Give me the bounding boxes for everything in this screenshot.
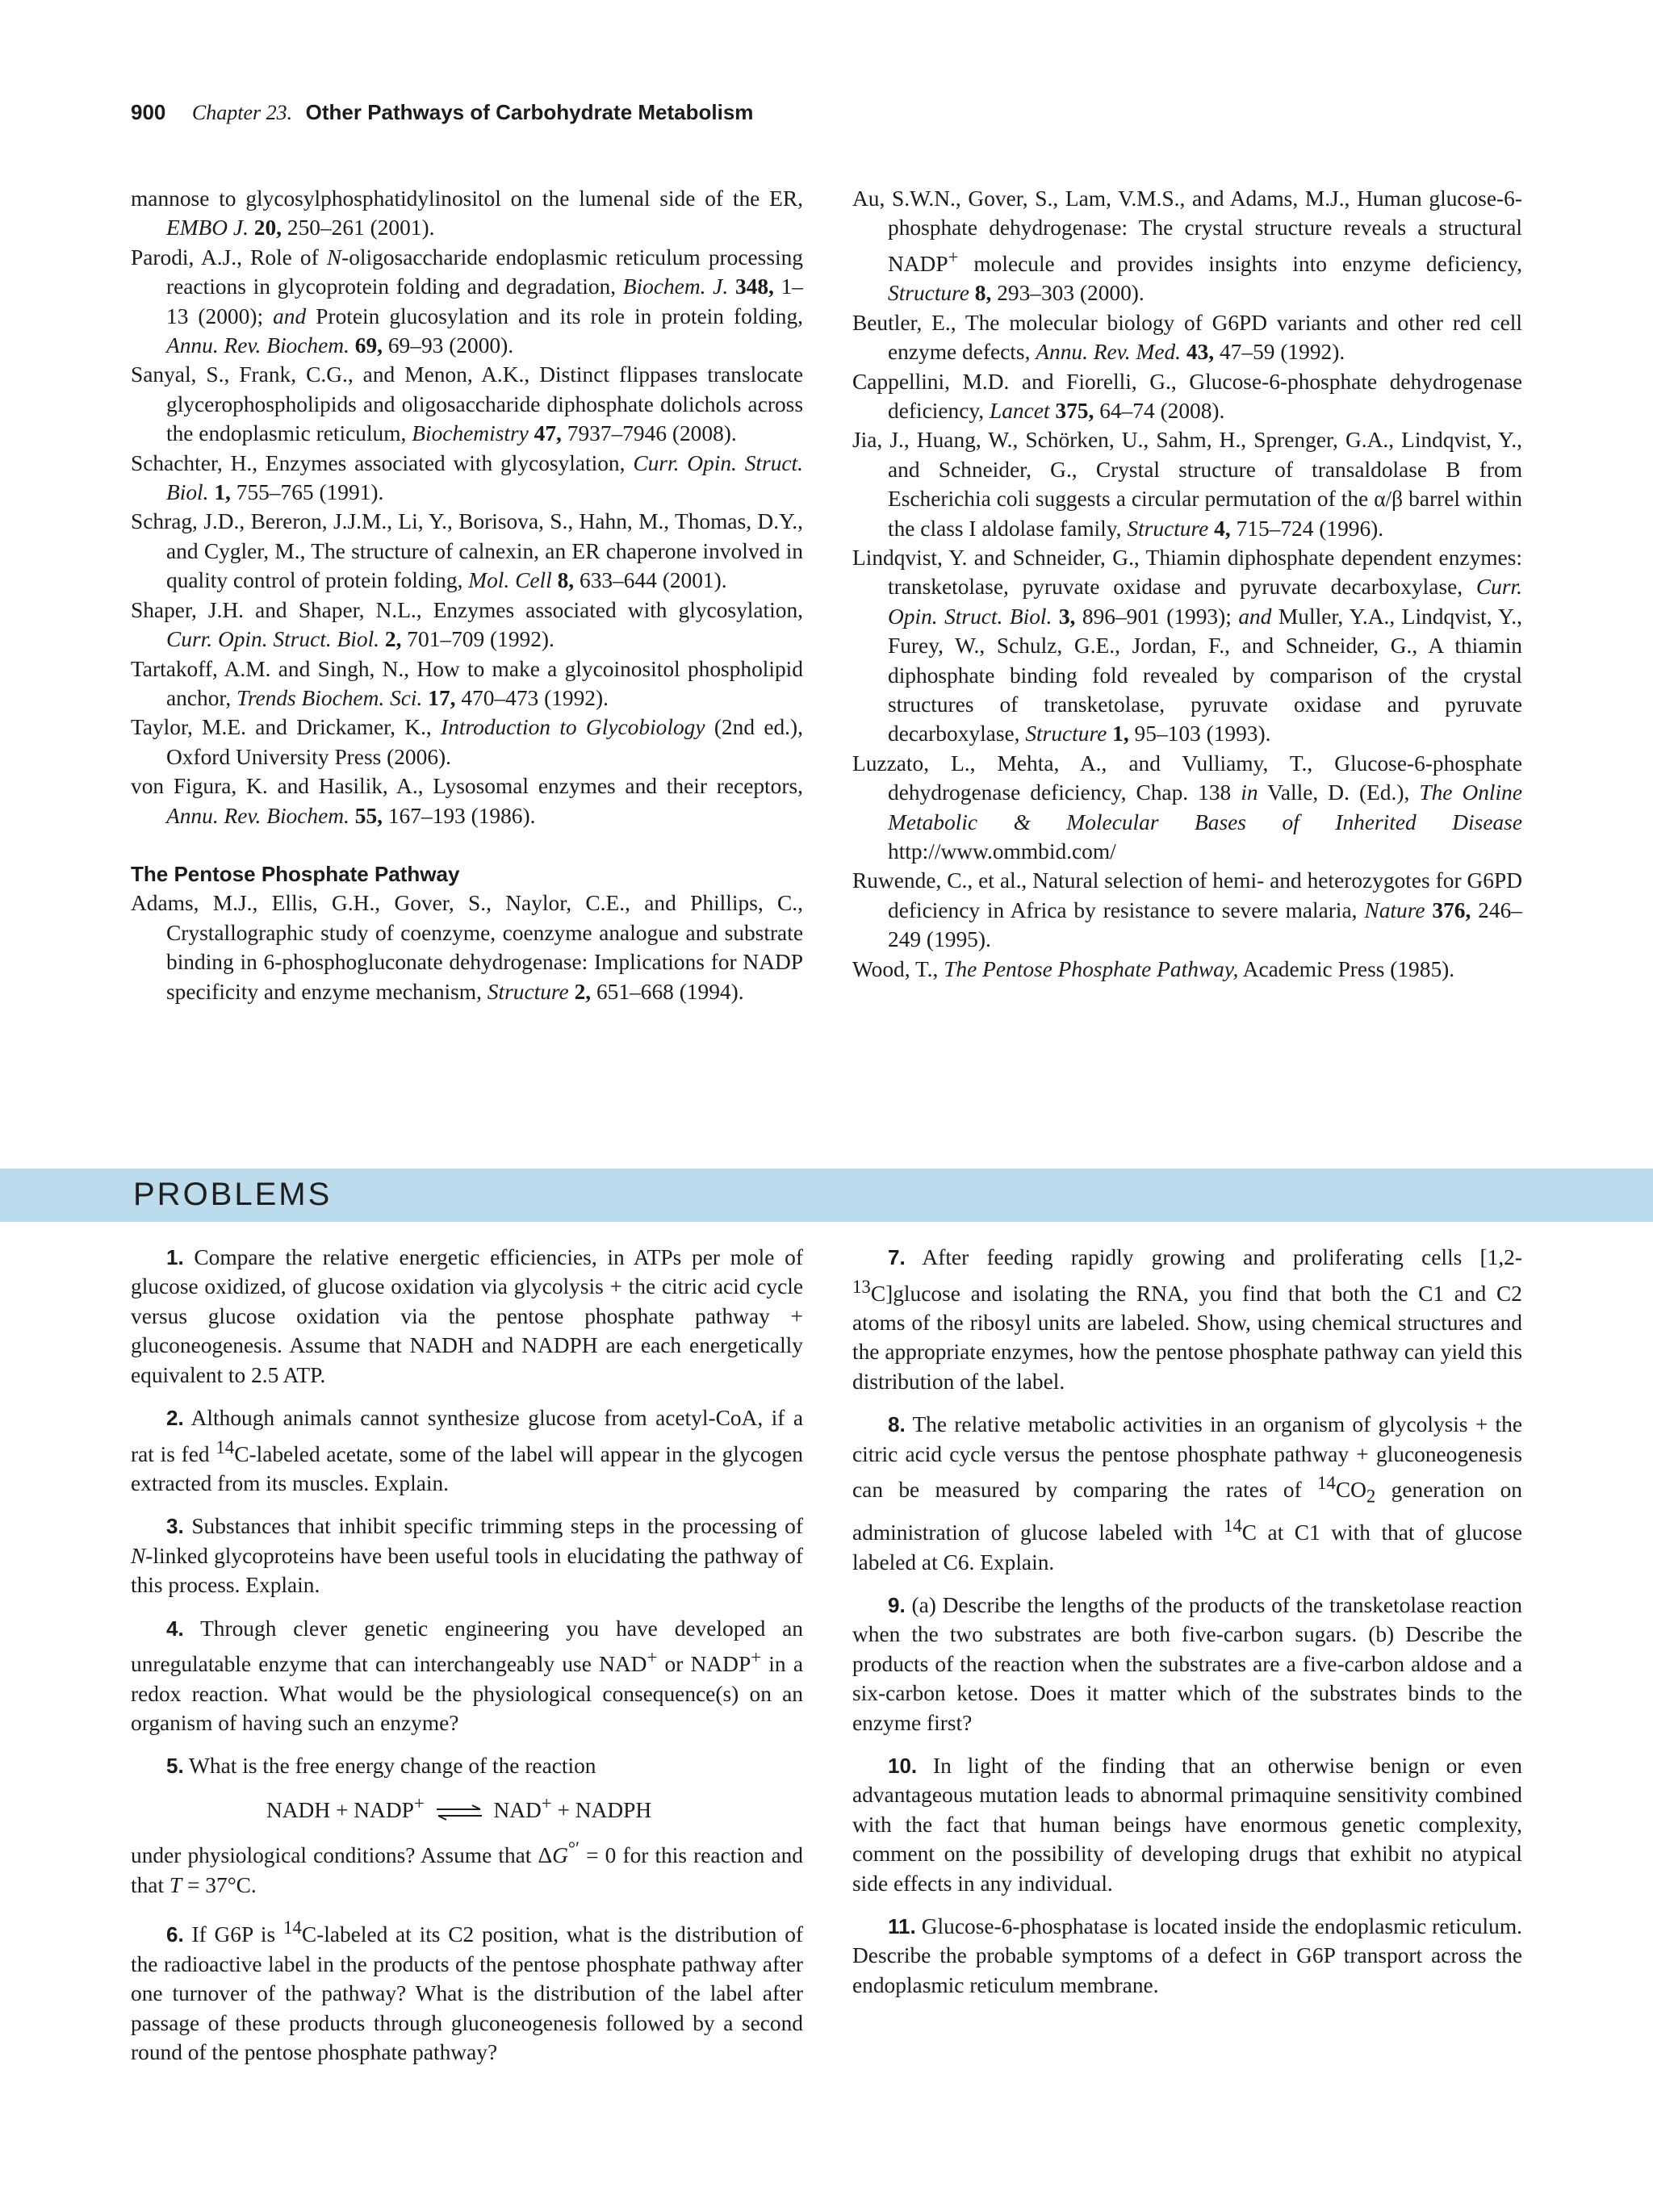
reference-entry: Beutler, E., The molecular biology of G6PD variants and other red cell enzyme defects, Annu. Rev. Med. 43, 47–59 (1992). <box>852 310 1522 365</box>
reference-entry: von Figura, K. and Hasilik, A., Lysosomal enzymes and their receptors, Annu. Rev. Biochem. 55, 167–193 (1986). <box>131 774 803 828</box>
problem-8 <box>852 1410 1522 1577</box>
references-list-left <box>131 184 803 830</box>
reference-entry: Tartakoff, A.M. and Singh, N., How to make a glycoinositol phospholipid anchor, Trends Biochem. Sci. 17, 470–473 (1992). <box>131 656 803 710</box>
reference-entry: Adams, M.J., Ellis, G.H., Gover, S., Naylor, C.E., and Phillips, C., Crystallographic study of coenzyme, coenzyme analogue and substrate binding in 6-phosphogluconate dehydrogenase: Implications for NADP specificity and enzyme mechanism, Structure 2, 651–668 (1994). <box>131 891 803 1004</box>
page-number: 900 <box>131 100 166 124</box>
problem-number: 7. <box>888 1245 906 1269</box>
problem-number: 11. <box>888 1913 916 1938</box>
problem-text: In light of the finding that an otherwise benign or even advantageous mutation leads to abnormal primaquine sensitivity combined with the fact that human beings have enormous genetic complexity, comment on the possibility of developing drugs that exhibit no atypical side effects in any individual. <box>852 1753 1522 1896</box>
problem-number: 4. <box>166 1616 184 1641</box>
problem-text: Substances that inhibit specific trimming steps in the processing of N-linked glycoproteins have been useful tools in elucidating the pathway of this process. Explain. <box>131 1514 803 1598</box>
problem-text: What is the free energy change of the reaction <box>189 1754 596 1779</box>
problem-text: If G6P is $^{14}$C-labeled at its C2 position, what is the distribution of the radioactive label in the products of the pentose phosphate pathway after one turnover of the pathway? What is the distribution of the label after passage of these products through gluconeogenesis followed by a second round of the pentose phosphate pathway? <box>131 1917 804 2064</box>
equilibrium-arrow-icon <box>435 1804 483 1821</box>
problem-text: After feeding rapidly growing and proliferating cells [1,2-$^{13}$C]glucose and isolating the RNA, you find that both the C1 and C2 atoms of the ribosyl units are labeled. Show, using chemical structures and the appropriate enzymes, how the pentose phosphate pathway can yield this distribution of the label. <box>852 1245 1522 1394</box>
reference-entry: Cappellini, M.D. and Fiorelli, G., Glucose-6-phosphate dehydrogenase deficiency, Lancet 375, 64–74 (2008). <box>852 369 1522 423</box>
reference-entry: Taylor, M.E. and Drickamer, K., Introduction to Glycobiology (2nd ed.), Oxford University Press (2006). <box>131 715 804 769</box>
problem-text: Although animals cannot synthesize glucose from acetyl-CoA, if a rat is fed $^{14}$C-labeled acetate, some of the label will appear in the glycogen extracted from its muscles. Explain. <box>131 1406 803 1495</box>
equation-right: NAD+ + NADPH <box>493 1792 652 1822</box>
problems-left-column <box>131 1243 803 2080</box>
problem-text: Glucose-6-phosphatase is located inside the endoplasmic reticulum. Describe the probable symptoms of a defect in G6P transport across the endoplasmic reticulum membrane. <box>852 1913 1522 1997</box>
running-head <box>131 100 753 125</box>
problem-number: 2. <box>166 1406 184 1431</box>
problem-number: 6. <box>166 1922 184 1947</box>
problem-7 <box>852 1243 1522 1396</box>
problem-6 <box>131 1913 803 2067</box>
references-list-right <box>852 184 1522 984</box>
pentose-section-heading: The Pentose Phosphate Pathway <box>131 861 460 886</box>
problem-1 <box>131 1243 803 1390</box>
problems-right-column <box>852 1243 1522 2013</box>
problem-5 <box>131 1751 803 1900</box>
chapter-title: Other Pathways of Carbohydrate Metabolism <box>305 100 754 124</box>
problem-number: 8. <box>888 1412 906 1437</box>
reference-entry: Wood, T., The Pentose Phosphate Pathway, Academic Press (1985). <box>852 956 1455 981</box>
problems-list-left <box>131 1243 803 1737</box>
reference-entry: Schrag, J.D., Bereron, J.J.M., Li, Y., Borisova, S., Hahn, M., Thomas, D.Y., and Cygler, M., The structure of calnexin, an ER chaperone involved in quality control of protein folding, Mol. Cell 8, 633–644 (2001). <box>131 509 803 593</box>
equation-left: NADH + NADP+ <box>266 1792 425 1822</box>
reaction-equation <box>231 1789 803 1825</box>
problem-2 <box>131 1403 803 1498</box>
reference-entry: Shaper, J.H. and Shaper, N.L., Enzymes associated with glycosylation, Curr. Opin. Struct. Biol. 2, 701–709 (1992). <box>131 597 803 652</box>
reference-entry: Sanyal, S., Frank, C.G., and Menon, A.K., Distinct flippases translocate glycerophospholipids and oligosaccharide diphosphate dolichols across the endoplasmic reticulum, Biochemistry 47, 7937–7946 (2008). <box>131 362 803 446</box>
problems-list-right <box>852 1243 1522 2000</box>
problem-text: Compare the relative energetic efficiencies, in ATPs per mole of glucose oxidized, of glucose oxidation via glycolysis + the citric acid cycle versus glucose oxidation via the pentose phosphate pathway + gluconeogenesis. Assume that NADH and NADPH are each energetically equivalent to 2.5 ATP. <box>131 1245 803 1387</box>
problem-4 <box>131 1614 803 1738</box>
problem-9 <box>852 1591 1522 1737</box>
problem-11 <box>852 1912 1522 2000</box>
reference-entry: Parodi, A.J., Role of N-oligosaccharide endoplasmic reticulum processing reactions in glycoprotein folding and degradation, Biochem. J. 348, 1–13 (2000); and Protein glucosylation and its role in protein folding, Annu. Rev. Biochem. 69, 69–93 (2000). <box>131 245 803 358</box>
reference-entry: Au, S.W.N., Gover, S., Lam, V.M.S., and Adams, M.J., Human glucose-6-phosphate dehydrogenase: The crystal structure reveals a structural NADP+ molecule and provides insights into enzyme deficiency, Structure 8, 293–303 (2000). <box>852 186 1522 306</box>
problem-number: 9. <box>888 1592 906 1617</box>
problem-10 <box>852 1751 1522 1898</box>
problem-number: 10. <box>888 1753 918 1778</box>
problem-number: 1. <box>166 1245 184 1269</box>
problems-banner <box>0 1169 1653 1222</box>
problems-title: PROBLEMS <box>133 1177 333 1212</box>
reference-entry: mannose to glycosylphosphatidylinositol on the lumenal side of the ER, EMBO J. 20, 250–261 (2001). <box>131 186 803 240</box>
problem-number: 5. <box>166 1754 184 1779</box>
problem-text: Through clever genetic engineering you have developed an unregulatable enzyme that can interchangeably use NAD+ or NADP+ in a redox reaction. What would be the physiological consequence(s) on an organism of having such an enzyme? <box>131 1616 803 1735</box>
reference-entry: Jia, J., Huang, W., Schörken, U., Sahm, H., Sprenger, G.A., Lindqvist, Y., and Schneider, G., Crystal structure of transaldolase B from Escherichia coli suggests a circular permutation of the α/β barrel within the class I aldolase family, Structure 4, 715–724 (1996). <box>852 428 1522 541</box>
problem-text: The relative metabolic activities in an organism of glycolysis + the citric acid cycle versus the pentose phosphate pathway + gluconeogenesis can be measured by comparing the rates of $^{14}CO_2$ generation on administration of glucose labeled with $^{14}$C at C1 with that of glucose labeled at C6. Explain. <box>852 1412 1522 1574</box>
references-right-column <box>852 184 1522 984</box>
problem-number: 3. <box>166 1514 184 1539</box>
references-left-column <box>131 184 803 1006</box>
problem-5-continuation: under physiological conditions? Assume that ΔG°′ = 0 for this reaction and that T = 37°C. <box>131 1838 803 1897</box>
reference-entry: Luzzato, L., Mehta, A., and Vulliamy, T., Glucose-6-phosphate dehydrogenase deficiency, Chap. 138 in Valle, D. (Ed.), The Online Metabolic & Molecular Bases of Inherited Disease http://www.ommbid.com/ <box>852 751 1523 864</box>
reference-entry: Schachter, H., Enzymes associated with glycosylation, Curr. Opin. Struct. Biol. 1, 755–765 (1991). <box>131 450 803 505</box>
chapter-label: Chapter 23. <box>191 101 293 124</box>
reference-entry: Ruwende, C., et al., Natural selection of hemi- and heterozygotes for G6PD deficiency in Africa by resistance to severe malaria, Nature 376, 246–249 (1995). <box>852 868 1522 952</box>
problem-text: (a) Describe the lengths of the products of the transketolase reaction when the two substrates are both five-carbon sugars. (b) Describe the products of the reaction when the substrates are a five-carbon aldose and a six-carbon ketose. Does it matter which of the substrates binds to the enzyme first? <box>852 1592 1522 1735</box>
reference-entry: Lindqvist, Y. and Schneider, G., Thiamin diphosphate dependent enzymes: transketolase, pyruvate oxidase and pyruvate decarboxylase, Curr. Opin. Struct. Biol. 3, 896–901 (1993); and Muller, Y.A., Lindqvist, Y., Furey, W., Schulz, G.E., Jordan, F., and Schneider, G., A thiamin diphosphate binding fold revealed by comparison of the crystal structures of transketolase, pyruvate oxidase and pyruvate decarboxylase, Structure 1, 95–103 (1993). <box>852 546 1522 746</box>
problem-3 <box>131 1512 803 1599</box>
pentose-references-left <box>131 889 803 1006</box>
